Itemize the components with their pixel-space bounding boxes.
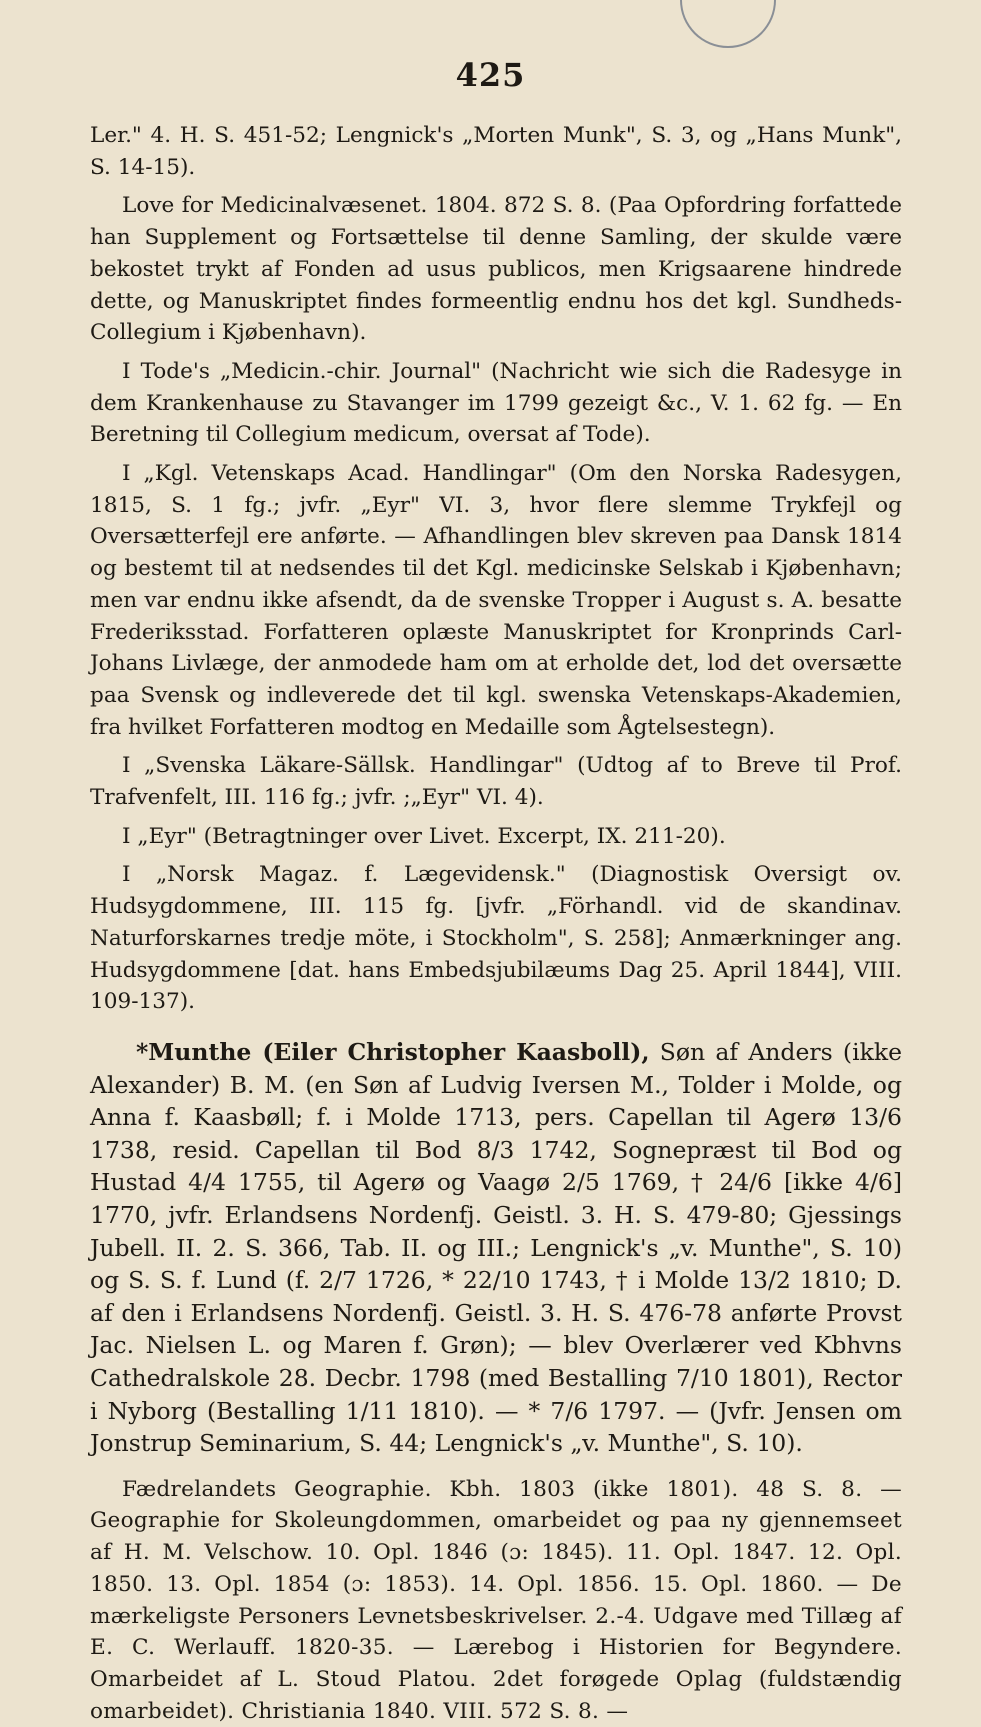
- entry-munthe-heading: *Munthe (Eiler Christopher Kaasboll),: [136, 1037, 650, 1066]
- entry-munthe: [90, 1036, 902, 1460]
- page-tab-notch: [680, 0, 776, 48]
- paragraph-norsk-magaz: I „Norsk Magaz. f. Lægevidensk." (Diagnostisk Oversigt ov. Hudsygdommene, III. 115 fg. [jvfr. „Förhandl. vid de skandinav. Naturforskarnes tredje möte, i Stockholm", S. 258]; Anmærkninger ang. Hudsygdommene [dat. hans Embedsjubilæums Dag 25. April 1844], VIII. 109-137).: [90, 862, 902, 1015]
- paragraph-svenska-laekare: I „Svenska Läkare-Sällsk. Handlingar" (Udtog af to Breve til Prof. Trafvenfelt, III. 116 fg.; jvfr. ;„Eyr" VI. 4).: [90, 753, 902, 811]
- paragraph-faedrelandets-geographie: Fædrelandets Geographie. Kbh. 1803 (ikke 1801). 48 S. 8. — Geographie for Skoleungdommen, omarbeidet og paa ny gjennemseet af H. M. Velschow. 10. Opl. 1846 (ɔ: 1845). 11. Opl. 1847. 12. Opl. 1850. 13. Opl. 1854 (ɔ: 1853). 14. Opl. 1856. 15. Opl. 1860. — De mærkeligste Personers Levnetsbeskrivelser. 2.-4. Udgave med Tillæg af E. C. Werlauff. 1820-35. — Lærebog i Historien for Begyndere. Omarbeidet af L. Stoud Platou. 2det forøgede Oplag (fuldstændig omarbeidet). Christiania 1840. VIII. 572 S. 8. —: [90, 1476, 902, 1724]
- entry-munthe-text: Søn af Anders (ikke Alexander) B. M. (en Søn af Ludvig Iversen M., Tolder i Molde, og Anna f. Kaasbøll; f. i Molde 1713, pers. Capellan til Agerø 13/6 1738, resid. Capellan til Bod 8/3 1742, Sognepræst til Bod og Hustad 4/4 1755, til Agerø og Vaagø 2/5 1769, † 24/6 [ikke 4/6] 1770, jvfr. Erlandsens Nordenfj. Geistl. 3. H. S. 479-80; Gjessings Jubell. II. 2. S. 366, Tab. II. og III.; Lengnick's „v. Munthe", S. 10) og S. S. f. Lund (f. 2/7 1726, * 22/10 1743, † i Molde 13/2 1810; D. af den i Erlandsens Nordenfj. Geistl. 3. H. S. 476-78 anførte Provst Jac. Nielsen L. og Maren f. Grøn); — blev Overlærer ved Kbhvns Cathedralskole 28. Decbr. 1798 (med Bestalling 7/10 1801), Rector i Nyborg (Bestalling 1/11 1810). — * 7/6 1797. — (Jvfr. Jensen om Jonstrup Seminarium, S. 44; Lengnick's „v. Munthe", S. 10).: [90, 1037, 902, 1458]
- body-text: [90, 120, 902, 1727]
- paragraph-vetenskaps-handlingar: I „Kgl. Vetenskaps Acad. Handlingar" (Om den Norska Radesygen, 1815, S. 1 fg.; jvfr. „Eyr" VI. 3, hvor flere slemme Trykfejl og Oversætterfejl ere anførte. — Afhandlingen blev skreven paa Dansk 1814 og bestemt til at nedsendes til det Kgl. medicinske Selskab i Kjøbenhavn; men var endnu ikke afsendt, da de svenske Tropper i August s. A. besatte Frederiksstad. Forfatteren oplæste Manuskriptet for Kronprinds Carl-Johans Livlæge, der anmodede ham om at erholde det, lod det oversætte paa Svensk og indleverede det til kgl. swenska Vetenskaps-Akademien, fra hvilket Forfatteren modtog en Medaille som Ågtelsestegn).: [90, 461, 902, 740]
- paragraph-tode-journal: I Tode's „Medicin.-chir. Journal" (Nachricht wie sich die Radesyge in dem Krankenhause zu Stavanger im 1799 gezeigt &c., V. 1. 62 fg. — En Beretning til Collegium medicum, oversat af Tode).: [90, 358, 902, 448]
- page-number: 425: [455, 56, 526, 94]
- paragraph-eyr: I „Eyr" (Betragtninger over Livet. Excerpt, IX. 211-20).: [122, 823, 726, 849]
- paragraph-love-for-medicinalvaesenet: Love for Medicinalvæsenet. 1804. 872 S. 8. (Paa Opfordring forfattede han Supplement og Fortsættelse til denne Samling, der skulde være bekostet trykt af Fonden ad usus publicos, men Krigsaarene hindrede dette, og Manuskriptet findes formeentlig endnu hos det kgl. Sundheds-Collegium i Kjøbenhavn).: [90, 193, 902, 346]
- paragraph-continued: Ler." 4. H. S. 451-52; Lengnick's „Morten Munk", S. 3, og „Hans Munk", S. 14-15).: [90, 123, 902, 180]
